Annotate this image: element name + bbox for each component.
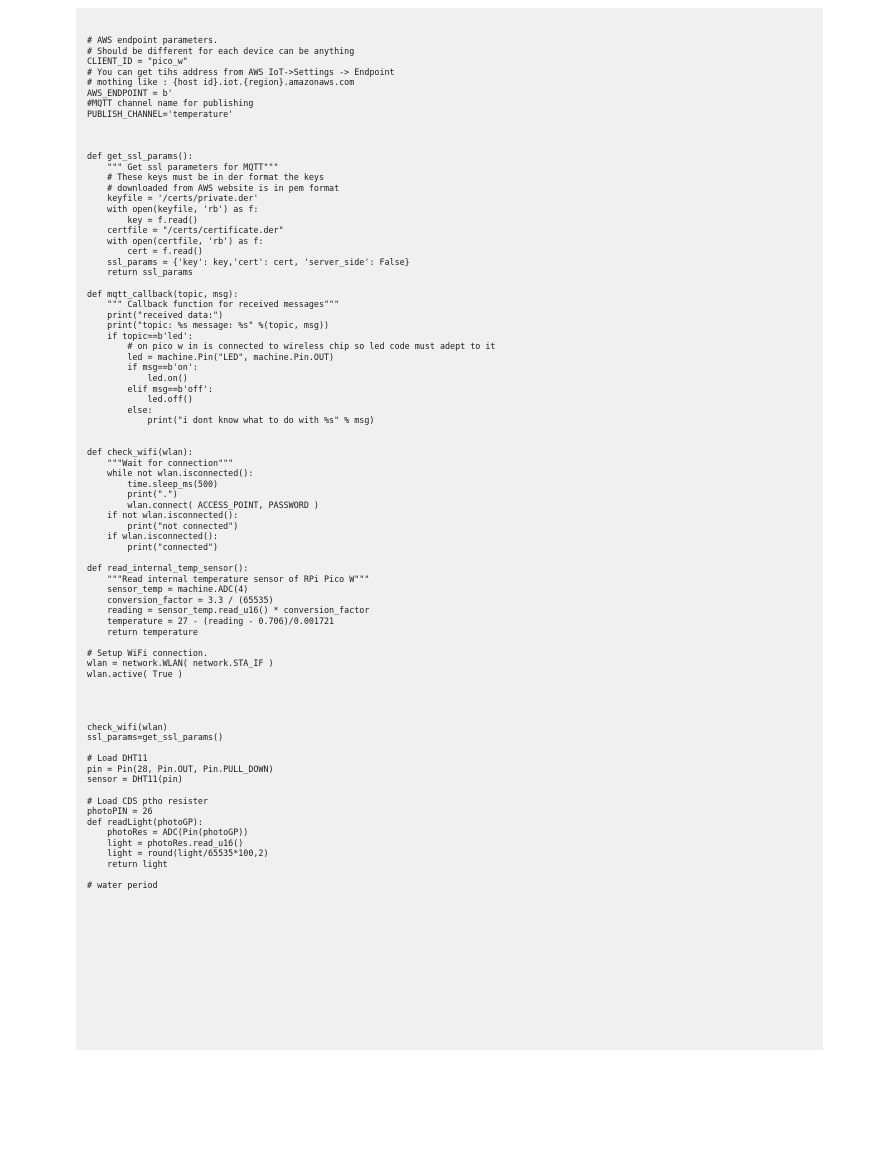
code-line: print("."): [87, 489, 178, 500]
code-line: photoPIN = 26: [87, 806, 153, 817]
code-block: [76, 8, 823, 1050]
code-line: while not wlan.isconnected():: [87, 468, 254, 479]
code-line: PUBLISH_CHANNEL='temperature': [87, 108, 234, 119]
code-line: [87, 278, 823, 289]
code-line: if topic==b'led':: [87, 330, 193, 341]
code-line: print("received data:"): [87, 309, 224, 320]
code-line: time.sleep_ms(500): [87, 478, 219, 489]
code-line: keyfile = '/certs/private.der': [87, 193, 259, 204]
code-line: # Setup WiFi connection.: [87, 647, 209, 658]
code-line: elif msg==b'off':: [87, 383, 214, 394]
code-line: [87, 711, 823, 722]
code-line: def readLight(photoGP):: [87, 816, 203, 827]
code-line: key = f.read(): [87, 214, 198, 225]
code-line: # These keys must be in der format the keys: [87, 172, 324, 183]
code-line: led.on(): [87, 373, 188, 383]
code-line: [87, 785, 823, 796]
code-line: [87, 637, 823, 648]
code-line: AWS_ENDPOINT = b': [87, 87, 173, 98]
code-line: # AWS endpoint parameters.: [87, 35, 219, 45]
code-line: [87, 700, 823, 711]
code-line: # downloaded from AWS website is in pem format: [87, 182, 340, 193]
code-line: return light: [87, 858, 168, 869]
code-line: if wlan.isconnected():: [87, 531, 219, 542]
code-line: if not wlan.isconnected():: [87, 510, 239, 521]
code-line: check_wifi(wlan): [87, 721, 168, 732]
code-line: print("not connected"): [87, 520, 239, 531]
code-line: light = photoRes.read_u16(): [87, 837, 244, 848]
code-line: pin = Pin(28, Pin.OUT, Pin.PULL_DOWN): [87, 763, 274, 774]
code-line: reading = sensor_temp.read_u16() * conversion_factor: [87, 605, 370, 616]
code-line: def mqtt_callback(topic, msg):: [87, 288, 239, 299]
code-line: [87, 141, 823, 152]
code-line: # Load CDS ptho resister: [87, 795, 209, 806]
code-line: print("connected"): [87, 542, 219, 552]
code-line: print("topic: %s message: %s" %(topic, msg)): [87, 320, 330, 331]
code-line: return ssl_params: [87, 267, 193, 278]
code-line: # Should be different for each device can be anything: [87, 45, 355, 56]
code-line: return temperature: [87, 626, 198, 637]
code-line: [87, 130, 823, 141]
code-line: conversion_factor = 3.3 / (65535): [87, 594, 274, 605]
code-line: [87, 553, 823, 564]
code-line: print("i dont know what to do with %s" % msg): [87, 415, 375, 426]
code-line: # on pico w in is connected to wireless chip so led code must adept to it: [87, 341, 496, 352]
code-line: cert = f.read(): [87, 246, 203, 257]
code-line: with open(certfile, 'rb') as f:: [87, 235, 264, 246]
code-line: def read_internal_temp_sensor():: [87, 563, 249, 574]
code-line: """ Get ssl parameters for MQTT""": [87, 161, 279, 172]
code-line: [87, 426, 823, 437]
code-line: # water period: [87, 880, 158, 890]
code-line: [87, 120, 823, 131]
code-line: def check_wifi(wlan):: [87, 446, 193, 457]
code-line: ssl_params=get_ssl_params(): [87, 732, 224, 743]
code-line: temperature = 27 - (reading - 0.706)/0.001721: [87, 615, 335, 626]
code-line: [87, 436, 823, 447]
code-line: CLIENT_ID = "pico_w": [87, 56, 188, 67]
code-line: sensor = DHT11(pin): [87, 774, 183, 785]
code-line: # Load DHT11: [87, 753, 148, 764]
code-line: wlan.active( True ): [87, 668, 183, 679]
code-line: photoRes = ADC(Pin(photoGP)): [87, 827, 249, 838]
code-line: # mothing like : {host id}.iot.{region}.amazonaws.com: [87, 77, 355, 88]
code-line: certfile = "/certs/certificate.der": [87, 225, 284, 236]
code-line: [87, 869, 823, 880]
code-line: ssl_params = {'key': key,'cert': cert, 'server_side': False}: [87, 256, 410, 267]
code-line: """Read internal temperature sensor of RPi Pico W""": [87, 573, 370, 584]
code-line: light = round(light/65535*100,2): [87, 848, 269, 859]
code-line: wlan.connect( ACCESS_POINT, PASSWORD ): [87, 499, 319, 510]
code-line: led.off(): [87, 394, 193, 405]
code-line: [87, 679, 823, 690]
code-line: if msg==b'on':: [87, 362, 198, 373]
code-line: else:: [87, 404, 153, 415]
code-line: led = machine.Pin("LED", machine.Pin.OUT): [87, 351, 335, 362]
code-line: with open(keyfile, 'rb') as f:: [87, 204, 259, 214]
code-line: wlan = network.WLAN( network.STA_IF ): [87, 658, 274, 669]
code-line: sensor_temp = machine.ADC(4): [87, 584, 249, 595]
code-line: def get_ssl_params():: [87, 151, 193, 162]
code-line: #MQTT channel name for publishing: [87, 98, 254, 109]
code-line: [87, 690, 823, 701]
code-line: """Wait for connection""": [87, 457, 234, 468]
code-line: """ Callback function for received messages""": [87, 299, 340, 310]
code-line: # You can get tihs address from AWS IoT->Settings -> Endpoint: [87, 66, 395, 77]
code-line: [87, 743, 823, 754]
